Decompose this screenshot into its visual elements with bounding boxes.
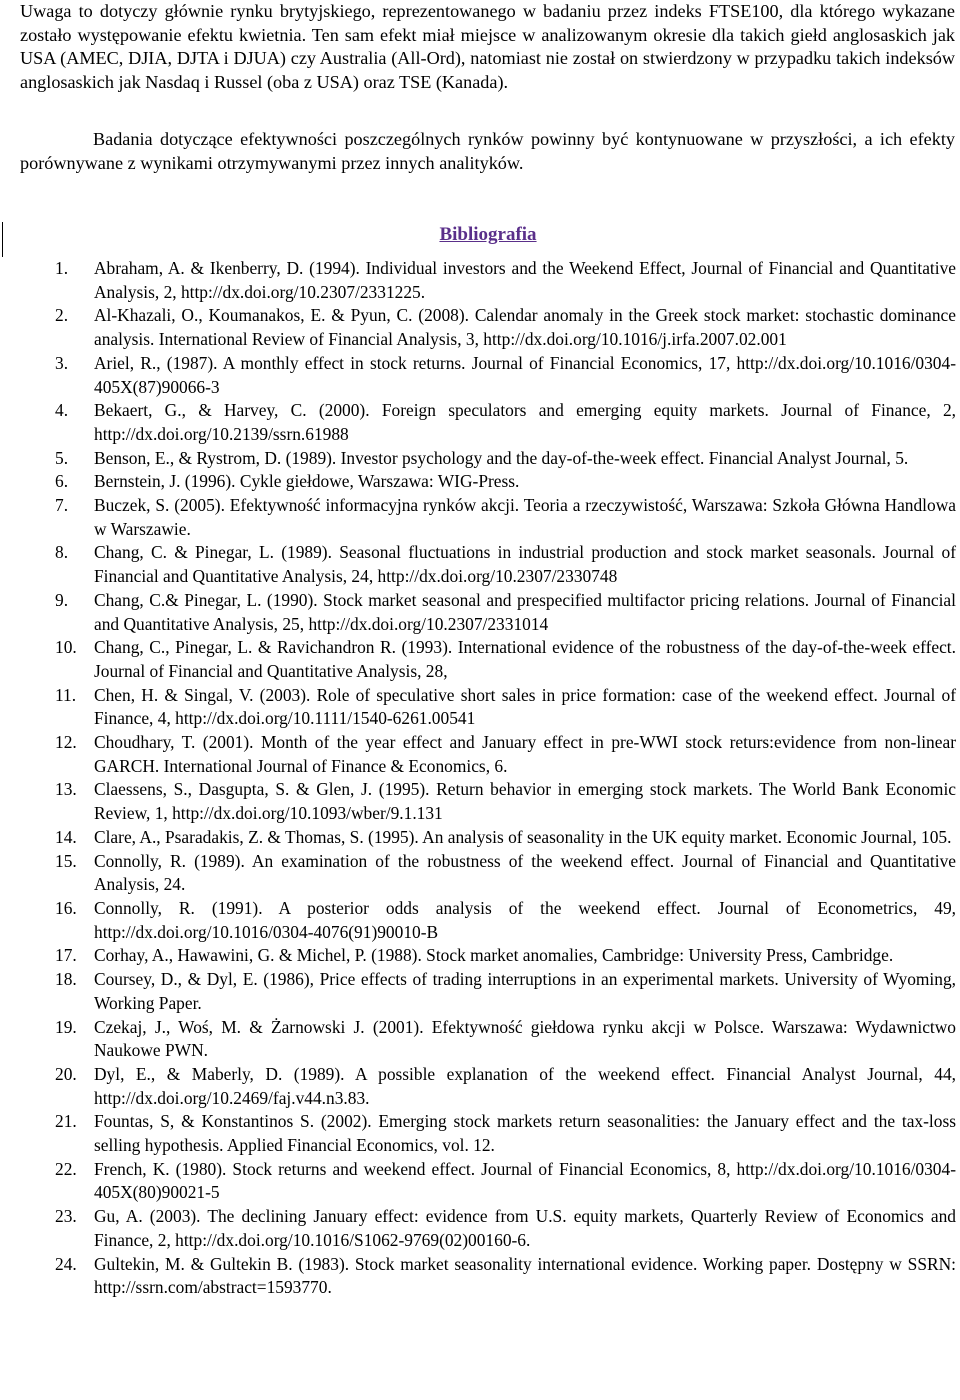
reference-item bbox=[0, 589, 960, 636]
reference-text: Benson, E., & Rystrom, D. (1989). Investor psychology and the day-of-the-week effect. Financial Analyst Journal, 5. bbox=[94, 447, 909, 468]
reference-item bbox=[0, 257, 960, 304]
reference-number: 17. bbox=[55, 945, 77, 966]
reference-number: 5. bbox=[55, 447, 69, 468]
reference-text: Abraham, A. & Ikenberry, D. (1994). Individual investors and the Weekend Effect, Journal of Financial and Quantitative Analysis, 2, http://dx.doi.org/10.2307/2331225. bbox=[94, 258, 956, 302]
reference-text: Choudhary, T. (2001). Month of the year effect and January effect in pre-WWI stock returs:evidence from non-linear GARCH. International Journal of Finance & Economics, 6. bbox=[94, 732, 956, 776]
reference-item bbox=[0, 1016, 960, 1063]
reference-number: 7. bbox=[55, 495, 69, 516]
reference-text: Ariel, R., (1987). A monthly effect in stock returns. Journal of Financial Economics, 17, http://dx.doi.org/10.1016/0304-405X(87)90066-3 bbox=[94, 352, 956, 397]
reference-item bbox=[0, 304, 960, 351]
reference-number: 21. bbox=[55, 1111, 77, 1132]
reference-text: Buczek, S. (2005). Efektywność informacyjna rynków akcji. Teoria a rzeczywistość, Warszawa: Szkoła Główna Handlowa w Warszawie. bbox=[94, 495, 956, 539]
reference-number: 23. bbox=[55, 1206, 77, 1227]
reference-item bbox=[0, 494, 960, 541]
reference-text: Chang, C., Pinegar, L. & Ravichandron R. (1993). International evidence of the robustness of the day-of-the-week effect. Journal of Financial and Quantitative Analysis, 28, bbox=[94, 637, 956, 681]
reference-number: 22. bbox=[55, 1158, 77, 1179]
reference-number: 4. bbox=[55, 400, 69, 421]
intro-paragraph-1: Uwaga to dotyczy głównie rynku brytyjskiego, reprezentowanego w badaniu przez indeks FTSE100, dla którego wykazane zostało występowanie efektu kwietnia. Ten sam efekt miał miejsce w analizowanym okresie dla takich giełd anglosaskich jak USA (AMEC, DJIA, DJTA i DJUA) czy Australia (All-Ord), natomiast nie został on stwierdzony w przypadku takich indeksów anglosaskich jak Nasdaq i Russel (oba z USA) oraz TSE (Kanada). bbox=[20, 1, 955, 92]
reference-item bbox=[0, 447, 960, 471]
reference-number: 20. bbox=[55, 1063, 77, 1084]
reference-number: 2. bbox=[55, 305, 69, 326]
reference-item bbox=[0, 826, 960, 850]
reference-text: Bernstein, J. (1996). Cykle giełdowe, Warszawa: WIG-Press. bbox=[94, 471, 520, 492]
reference-item bbox=[0, 541, 960, 588]
reference-number: 15. bbox=[55, 850, 77, 871]
reference-number: 14. bbox=[55, 826, 77, 847]
reference-text: Corhay, A., Hawawini, G. & Michel, P. (1988). Stock market anomalies, Cambridge: University Press, Cambridge. bbox=[94, 945, 894, 966]
reference-item bbox=[0, 1205, 960, 1252]
reference-text: Bekaert, G., & Harvey, C. (2000). Foreign speculators and emerging equity markets. Journal of Finance, 2, http://dx.doi.org/10.2139/ssrn.61988 bbox=[94, 400, 956, 444]
reference-text: Czekaj, J., Woś, M. & Żarnowski J. (2001). Efektywność giełdowa rynku akcji w Polsce. Warszawa: Wydawnictwo Naukowe PWN. bbox=[94, 1016, 956, 1061]
reference-number: 16. bbox=[55, 897, 77, 918]
reference-text: Gu, A. (2003). The declining January effect: evidence from U.S. equity markets, Quarterly Review of Economics and Finance, 2, http://dx.doi.org/10.1016/S1062-9769(02)00160-6. bbox=[94, 1206, 956, 1250]
reference-text: Clare, A., Psaradakis, Z. & Thomas, S. (1995). An analysis of seasonality in the UK equity market. Economic Journal, 105. bbox=[94, 826, 952, 847]
reference-text: Connolly, R. (1991). A posterior odds analysis of the weekend effect. Journal of Econometrics, 49, http://dx.doi.org/10.1016/0304-4076(91)90010-B bbox=[94, 897, 956, 942]
reference-text: Claessens, S., Dasgupta, S. & Glen, J. (1995). Return behavior in emerging stock markets. The World Bank Economic Review, 1, http://dx.doi.org/10.1093/wber/9.1.131 bbox=[94, 779, 956, 824]
reference-item bbox=[0, 850, 960, 897]
reference-item bbox=[0, 968, 960, 1015]
reference-text: Gultekin, M. & Gultekin B. (1983). Stock market seasonality international evidence. Working paper. Dostępny w SSRN: http://ssrn.com/abstract=1593770. bbox=[94, 1253, 956, 1298]
reference-item bbox=[0, 470, 960, 494]
reference-text: Chang, C.& Pinegar, L. (1990). Stock market seasonal and prespecified multifactor pricing relations. Journal of Financial and Quantitative Analysis, 25, http://dx.doi.org/10.2307/2331014 bbox=[94, 589, 956, 634]
intro-paragraph-2: Badania dotyczące efektywności poszczególnych rynków powinny być kontynuowane w przyszłości, a ich efekty porównywane z wynikami otrzymywanymi przez innych analityków. bbox=[20, 129, 955, 173]
reference-item bbox=[0, 1158, 960, 1205]
reference-number: 12. bbox=[55, 732, 77, 753]
reference-item bbox=[0, 897, 960, 944]
reference-number: 1. bbox=[55, 258, 69, 278]
reference-number: 3. bbox=[55, 352, 69, 373]
reference-item bbox=[0, 778, 960, 825]
reference-text: Fountas, S, & Konstantinos S. (2002). Emerging stock markets return seasonalities: the January effect and the tax-loss selling hypothesis. Applied Financial Economics, vol. 12. bbox=[94, 1111, 956, 1156]
reference-number: 9. bbox=[55, 589, 69, 610]
reference-item bbox=[0, 944, 960, 968]
reference-number: 10. bbox=[55, 637, 77, 658]
reference-number: 24. bbox=[55, 1253, 77, 1274]
reference-number: 6. bbox=[55, 471, 69, 492]
reference-text: Connolly, R. (1989). An examination of the robustness of the weekend effect. Journal of Financial and Quantitative Analysis, 24. bbox=[94, 850, 956, 895]
reference-number: 8. bbox=[55, 542, 69, 563]
reference-text: Chen, H. & Singal, V. (2003). Role of speculative short sales in price formation: case of the weekend effect. Journal of Finance, 4, http://dx.doi.org/10.1111/1540-6261.00541 bbox=[94, 684, 956, 729]
reference-text: Al-Khazali, O., Koumanakos, E. & Pyun, C. (2008). Calendar anomaly in the Greek stock market: stochastic dominance analysis. International Review of Financial Analysis, 3, http://dx.doi.org/10.1016/j.irfa.2007.02.001 bbox=[94, 305, 956, 350]
reference-number: 11. bbox=[55, 684, 77, 705]
reference-item bbox=[0, 684, 960, 731]
reference-item bbox=[0, 352, 960, 399]
reference-number: 13. bbox=[55, 779, 77, 800]
reference-item bbox=[0, 1253, 960, 1300]
reference-text: French, K. (1980). Stock returns and weekend effect. Journal of Financial Economics, 8, http://dx.doi.org/10.1016/0304-405X(80)90021-5 bbox=[94, 1158, 956, 1203]
reference-number: 19. bbox=[55, 1016, 77, 1037]
reference-number: 18. bbox=[55, 969, 77, 990]
reference-item bbox=[0, 1063, 960, 1110]
reference-item bbox=[0, 1110, 960, 1157]
reference-item bbox=[0, 731, 960, 778]
bibliography-heading: Bibliografia bbox=[439, 224, 537, 245]
reference-text: Coursey, D., & Dyl, E. (1986), Price effects of trading interruptions in an experimental markets. University of Wyoming, Working Paper. bbox=[94, 969, 956, 1013]
reference-text: Dyl, E., & Maberly, D. (1989). A possible explanation of the weekend effect. Financial Analyst Journal, 44, http://dx.doi.org/10.2469/faj.v44.n3.83. bbox=[94, 1063, 956, 1108]
reference-text: Chang, C. & Pinegar, L. (1989). Seasonal fluctuations in industrial production and stock market seasonals. Journal of Financial and Quantitative Analysis, 24, http://dx.doi.org/10.2307/2330748 bbox=[94, 542, 956, 587]
reference-list bbox=[0, 257, 960, 1300]
reference-item bbox=[0, 636, 960, 683]
reference-item bbox=[0, 399, 960, 446]
